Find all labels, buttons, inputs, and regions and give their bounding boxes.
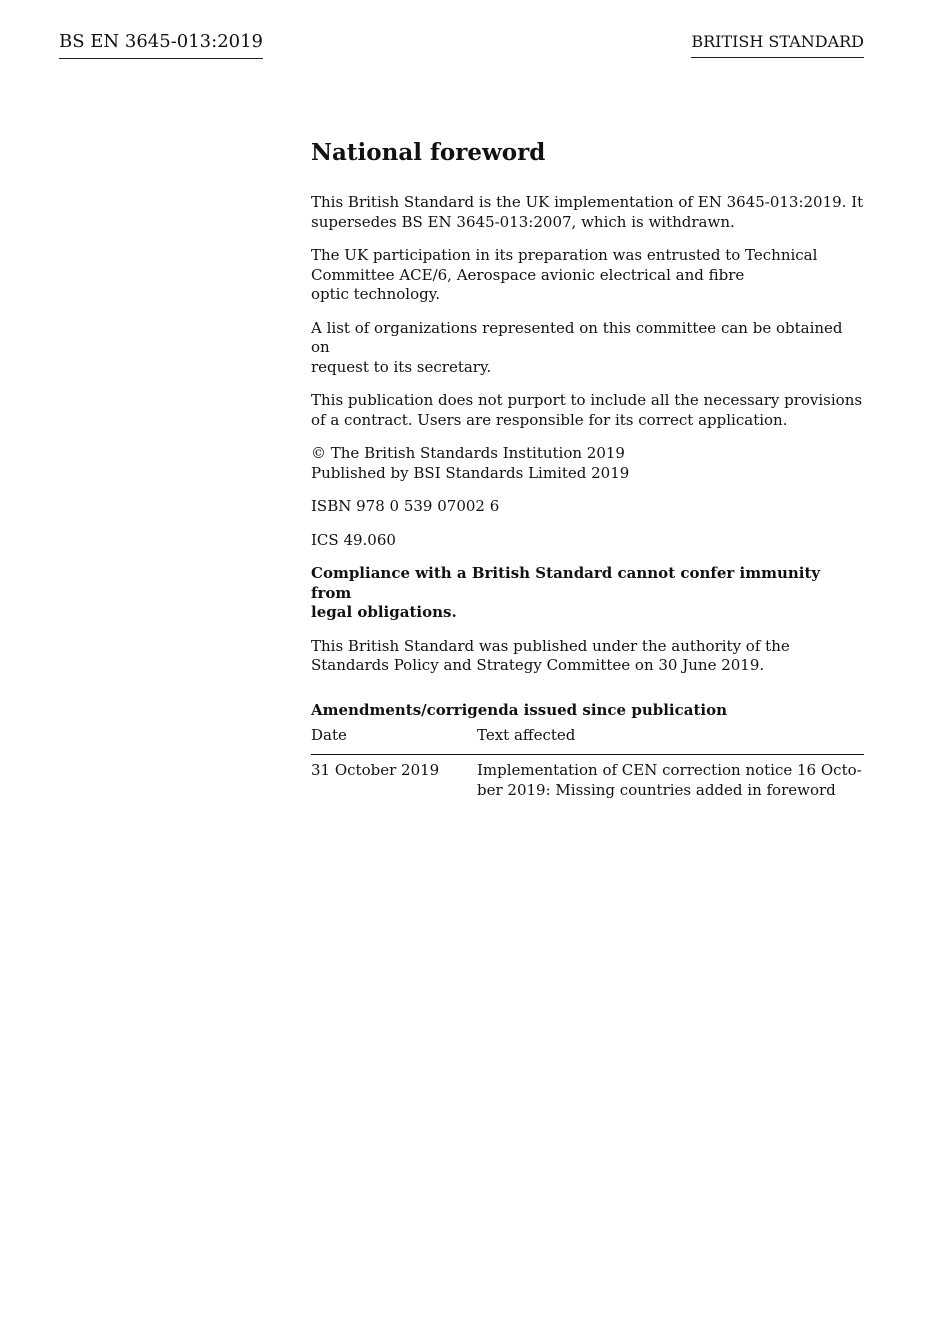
paragraph-line: This British Standard is the UK implementation of EN 3645-013:2019. It xyxy=(311,193,864,211)
paragraph-line: supersedes BS EN 3645-013:2007, which is withdrawn. xyxy=(311,212,735,231)
ics-code: ICS 49.060 xyxy=(311,530,396,549)
organizations-paragraph xyxy=(311,319,864,378)
amendment-text xyxy=(477,755,864,801)
amendment-text-line: ber 2019: Missing countries added in foreword xyxy=(477,780,836,799)
header-standard-type: BRITISH STANDARD xyxy=(691,32,864,58)
column-header-date: Date xyxy=(311,726,477,755)
paragraph-line: optic technology. xyxy=(311,285,440,303)
implementation-paragraph xyxy=(311,193,864,232)
paragraph-line: Compliance with a British Standard cannot confer immunity from xyxy=(311,564,821,602)
paragraph-line: request to its secretary. xyxy=(311,357,492,376)
amendments-table xyxy=(311,726,864,801)
publisher-line: Published by BSI Standards Limited 2019 xyxy=(311,463,630,482)
paragraph-line: legal obligations. xyxy=(311,603,457,621)
compliance-notice xyxy=(311,564,864,623)
paragraph-line: of a contract. Users are responsible for its correct application. xyxy=(311,410,788,429)
column-header-text-affected: Text affected xyxy=(477,726,864,755)
foreword-section xyxy=(311,138,864,800)
table-row xyxy=(311,755,864,801)
table-header-row xyxy=(311,726,864,755)
paragraph-line: Committee ACE/6, Aerospace avionic electrical and fibre xyxy=(311,265,745,284)
copyright-paragraph xyxy=(311,444,864,483)
paragraph-line: A list of organizations represented on this committee can be obtained on xyxy=(311,318,843,356)
page-title: National foreword xyxy=(311,139,546,166)
paragraph-line: This publication does not purport to include all the necessary provisions xyxy=(311,391,863,409)
committee-paragraph xyxy=(311,246,864,305)
header-document-id: BS EN 3645-013:2019 xyxy=(59,31,263,59)
paragraph-line: This British Standard was published under the authority of the xyxy=(311,636,790,655)
amendments-heading: Amendments/corrigenda issued since publication xyxy=(311,700,727,719)
provisions-paragraph xyxy=(311,391,864,430)
paragraph-line: The UK participation in its preparation was entrusted to Technical xyxy=(311,246,818,264)
paragraph-line: Standards Policy and Strategy Committee on 30 June 2019. xyxy=(311,656,765,674)
amendment-text-line: Implementation of CEN correction notice 16 Octo- xyxy=(477,761,862,779)
isbn: ISBN 978 0 539 07002 6 xyxy=(311,497,500,515)
amendment-date: 31 October 2019 xyxy=(311,761,440,779)
authority-paragraph xyxy=(311,637,864,676)
copyright-line: © The British Standards Institution 2019 xyxy=(311,444,625,462)
